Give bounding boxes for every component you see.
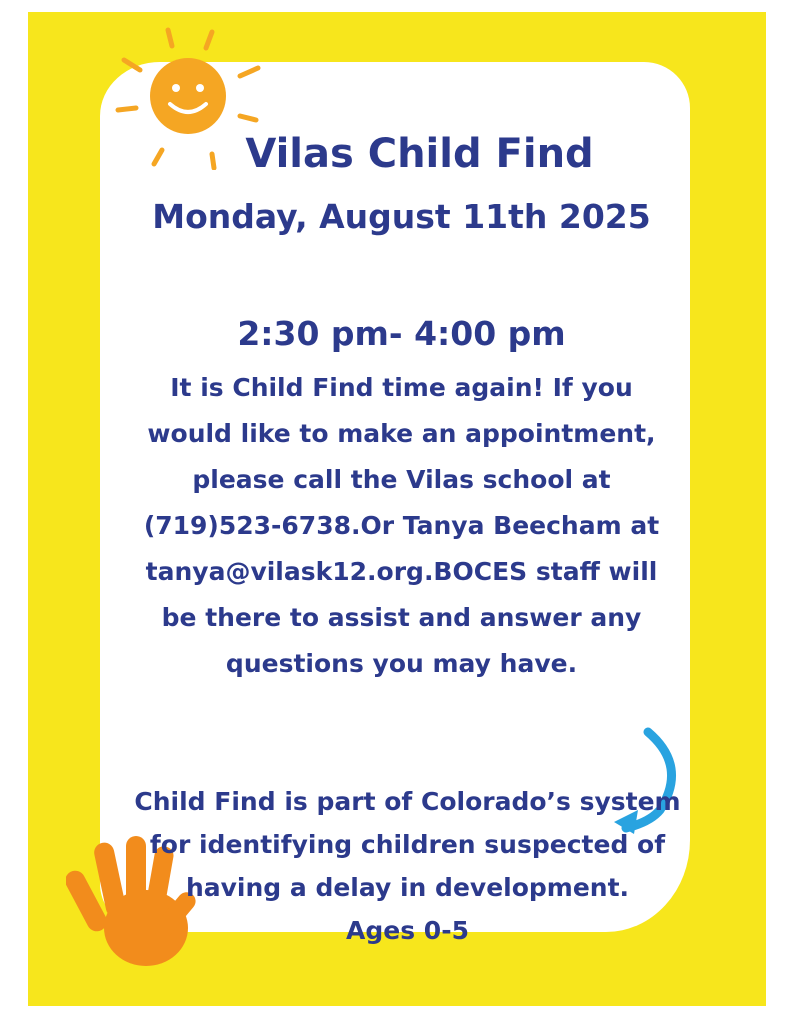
footer-text-line: having a delay in development. bbox=[185, 873, 630, 902]
body-text-line: (719)523-6738.Or Tanya Beecham at bbox=[143, 511, 660, 540]
body-text-line: tanya@vilask12.org.BOCES staff will bbox=[145, 557, 658, 586]
event-time: 2:30 pm- 4:00 pm bbox=[237, 314, 566, 353]
footer-text-line: Child Find is part of Colorado’s system bbox=[134, 787, 681, 816]
event-title: Vilas Child Find bbox=[245, 131, 594, 177]
body-text-line: be there to assist and answer any bbox=[161, 603, 642, 632]
footer-text-line: for identifying children suspected of bbox=[149, 830, 666, 859]
body-text-line: please call the Vilas school at bbox=[192, 465, 611, 494]
body-text-line: It is Child Find time again! If you bbox=[170, 373, 633, 402]
body-text-line: questions you may have. bbox=[225, 649, 578, 678]
event-date: Monday, August 11th 2025 bbox=[152, 197, 651, 236]
age-range: Ages 0-5 bbox=[346, 916, 469, 945]
body-text-line: would like to make an appointment, bbox=[147, 419, 656, 448]
